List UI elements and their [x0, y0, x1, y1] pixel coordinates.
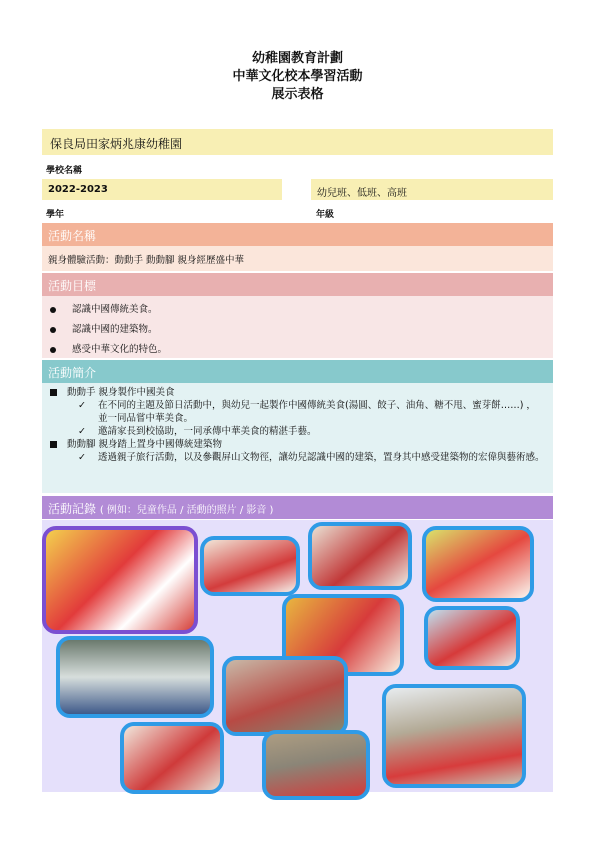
intro-section-title: 動動手 親身製作中國美食 [50, 386, 545, 399]
photo [308, 522, 412, 590]
photo [222, 656, 348, 736]
photo [422, 526, 534, 602]
form-title [0, 50, 595, 104]
photo [262, 730, 370, 800]
activity-name-value: 親身體驗活動：動動手 動動腳 親身經歷盛中華 [42, 246, 553, 271]
activity-name-header: 活動名稱 [42, 223, 553, 246]
goal-text: 認識中國傳統美食。 [72, 304, 158, 315]
dot-icon [50, 347, 56, 353]
school-year-field: 2022-2023 [42, 179, 282, 200]
photo [382, 684, 526, 788]
activity-records-header: 活動記錄 ( 例如：兒童作品 / 活動的照片 / 影音 ) [42, 496, 553, 519]
title-line-1: 幼稚園教育計劃 [251, 51, 343, 66]
photo [42, 526, 198, 634]
school-name-label: 學校名稱 [46, 166, 83, 176]
checkmark-icon: ✓ [78, 400, 86, 411]
grade-field: 幼兒班、低班、高班 [311, 179, 553, 200]
intro-point: ✓ 透過親子旅行活動，以及參觀屏山文物徑，讓幼兒認識中國的建築，置身其中感受建築物的宏偉與藝術感。 [78, 452, 545, 463]
records-subtitle: ( 例如：兒童作品 / 活動的照片 / 影音 ) [99, 505, 274, 516]
photo [56, 636, 214, 718]
goal-item [50, 340, 553, 360]
goal-text: 認識中國的建築物。 [72, 324, 158, 335]
checkmark-icon: ✓ [78, 452, 86, 463]
activity-goals-header: 活動目標 [42, 273, 553, 296]
activity-records-gallery [42, 520, 553, 792]
activity-goals-list [42, 296, 553, 358]
school-year-label: 學年 [46, 210, 65, 220]
goal-item [50, 320, 553, 340]
square-bullet-icon [50, 389, 57, 396]
photo [200, 536, 300, 596]
intro-point: ✓ 在不同的主題及節日活動中，與幼兒一起製作中國傳統美食(湯圓、餃子、油角、糖不甩、蜜芽餅……) ，並一同品嘗中華美食。 [78, 400, 536, 424]
intro-point: ✓ 邀請家長到校協助，一同承傳中華美食的精湛手藝。 [78, 426, 317, 437]
photo [120, 722, 224, 794]
checkmark-icon: ✓ [78, 426, 86, 437]
grade-label: 年級 [316, 210, 335, 220]
title-line-2: 中華文化校本學習活動 [232, 69, 363, 84]
title-line-3: 展示表格 [271, 87, 324, 102]
photo [424, 606, 520, 670]
activity-intro-header: 活動簡介 [42, 360, 553, 383]
intro-section-title: 動動腳 親身踏上置身中國傳統建築物 [50, 438, 545, 451]
goal-item [50, 300, 553, 320]
dot-icon [50, 307, 56, 313]
dot-icon [50, 327, 56, 333]
goal-text: 感受中華文化的特色。 [72, 344, 168, 355]
activity-intro-body [42, 383, 553, 493]
square-bullet-icon [50, 441, 57, 448]
school-name-field: 保良局田家炳兆康幼稚園 [42, 129, 553, 155]
